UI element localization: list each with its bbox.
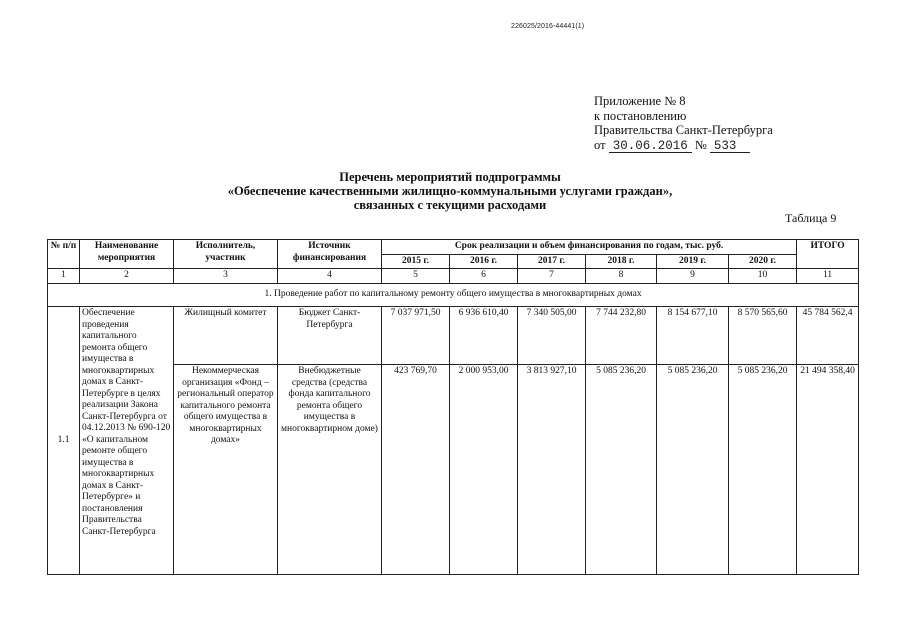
column-number: 10 (729, 269, 797, 284)
title-line-2: «Обеспечение качественными жилищно-коммунальными услугами граждан», (227, 184, 673, 198)
column-number-row (48, 269, 859, 284)
header-year: 2020 г. (729, 254, 797, 269)
header-year: 2019 г. (657, 254, 729, 269)
header-total: ИТОГО (797, 240, 859, 269)
value-cell: 7 340 505,00 (518, 307, 586, 365)
column-number: 2 (80, 269, 174, 284)
table-label: Таблица 9 (785, 211, 837, 225)
column-number: 5 (382, 269, 450, 284)
header-year: 2016 г. (450, 254, 518, 269)
document-title (150, 170, 750, 212)
header-num: № п/п (48, 240, 80, 269)
value-cell: 8 154 677,10 (657, 307, 729, 365)
appendix-block (594, 94, 773, 153)
total-cell: 21 494 358,40 (797, 365, 859, 575)
value-cell: 8 570 565,60 (729, 307, 797, 365)
document-code: 226025/2016-44441(1) (511, 23, 585, 30)
source-cell: Бюджет Санкт-Петербурга (278, 307, 382, 365)
column-number: 7 (518, 269, 586, 284)
column-number: 3 (174, 269, 278, 284)
appendix-line-3: Правительства Санкт-Петербурга (594, 123, 773, 137)
header-executor: Исполнитель, участник (174, 240, 278, 269)
column-number: 4 (278, 269, 382, 284)
header-year: 2018 г. (586, 254, 657, 269)
value-cell: 7 744 232,80 (586, 307, 657, 365)
column-number: 8 (586, 269, 657, 284)
executor-cell: Жилищный комитет (174, 307, 278, 365)
handwritten-number: 533 (710, 140, 751, 153)
executor-cell: Некоммерческая организация «Фонд – региональный оператор капитального ремонта общего имущества в многоквартирных домах» (174, 365, 278, 575)
value-cell: 6 936 610,40 (450, 307, 518, 365)
measure-name: Обеспечение проведения капитального ремонта общего имущества в многоквартирных домах в Санкт-Петербурге в целях реализации Закона Санкт-Петербурга от 04.12.2013 № 690-120 «О капитальном ремонте общего имущества в многоквартирных домах в Санкт-Петербурге» и постановления Правительства Санкт-Петербурга (80, 307, 174, 575)
appendix-line-2: к постановлению (594, 108, 687, 123)
table-row (48, 307, 859, 365)
appendix-line-1: Приложение № 8 (594, 94, 686, 108)
value-cell: 5 085 236,20 (729, 365, 797, 575)
value-cell: 5 085 236,20 (586, 365, 657, 575)
date-prefix: от (594, 137, 606, 152)
value-cell: 2 000 953,00 (450, 365, 518, 575)
number-prefix: № (694, 137, 707, 152)
total-cell: 45 784 562,4 (797, 307, 859, 365)
section-row (48, 283, 859, 307)
section-title: 1. Проведение работ по капитальному ремонту общего имущества в многоквартирных домах (48, 283, 859, 307)
handwritten-date: 30.06.2016 (609, 140, 692, 153)
column-number: 9 (657, 269, 729, 284)
header-year: 2017 г. (518, 254, 586, 269)
header-name: Наименование мероприятия (80, 240, 174, 269)
value-cell: 423 769,70 (382, 365, 450, 575)
value-cell: 7 037 971,50 (382, 307, 450, 365)
source-cell: Внебюджетные средства (средства фонда капитального ремонта общего имущества в многоквартирном доме) (278, 365, 382, 575)
value-cell: 5 085 236,20 (657, 365, 729, 575)
header-row-1 (48, 240, 859, 255)
header-year: 2015 г. (382, 254, 450, 269)
title-line-1: Перечень мероприятий подпрограммы (339, 170, 561, 184)
value-cell: 3 813 927,10 (518, 365, 586, 575)
title-line-3: связанных с текущими расходами (353, 198, 547, 212)
row-number: 1.1 (48, 307, 80, 575)
column-number: 11 (797, 269, 859, 284)
header-period: Срок реализации и объем финансирования по годам, тыс. руб. (382, 240, 797, 255)
column-number: 6 (450, 269, 518, 284)
column-number: 1 (48, 269, 80, 284)
measures-table (47, 239, 859, 575)
header-source: Источник финансирования (278, 240, 382, 269)
appendix-date-line (594, 138, 773, 153)
